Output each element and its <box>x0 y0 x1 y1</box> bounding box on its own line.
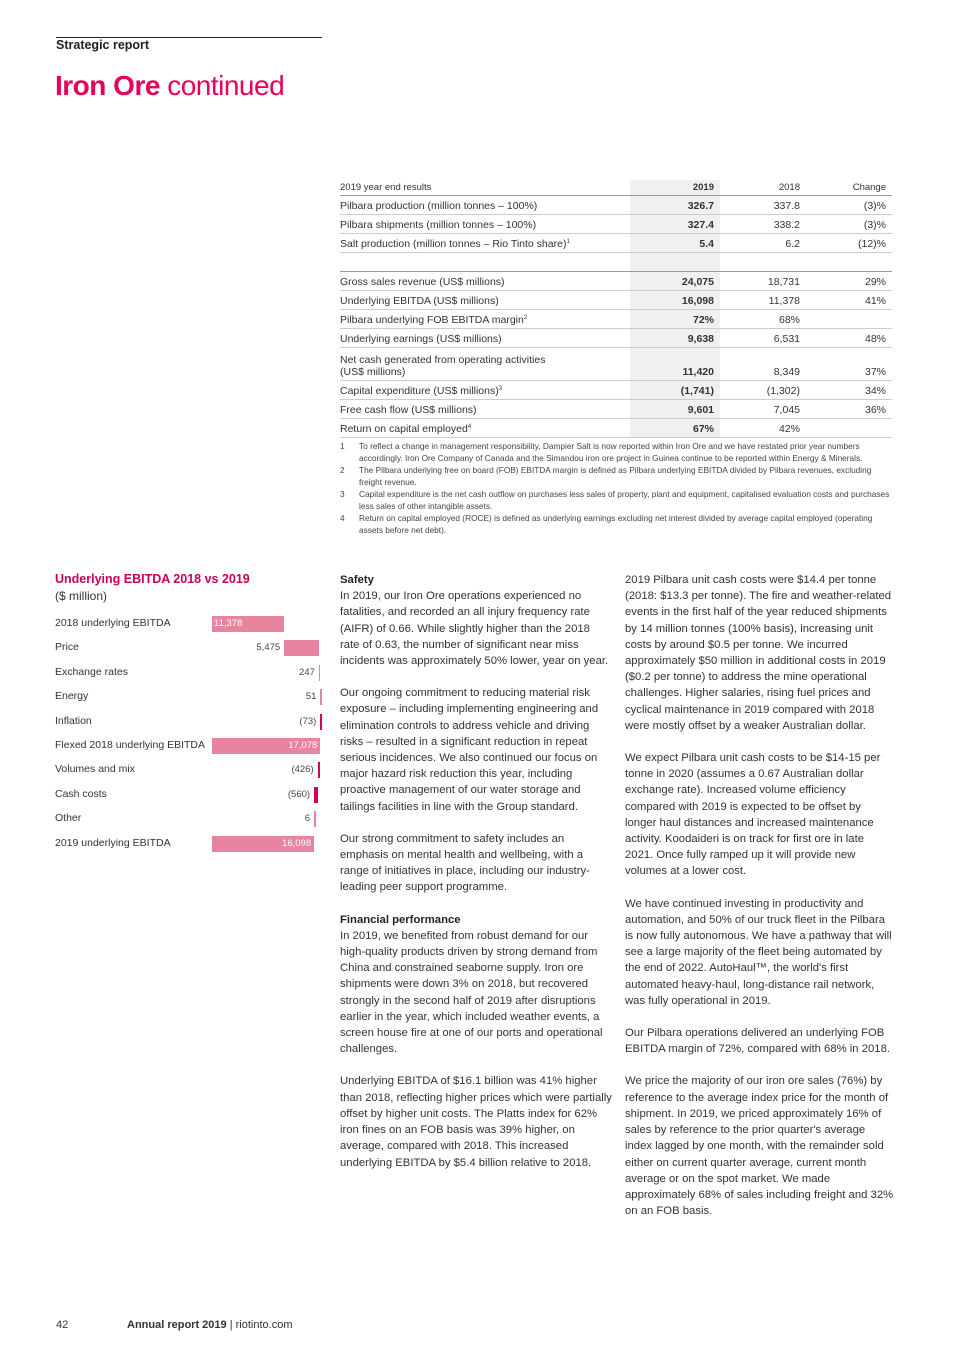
table-row <box>340 234 892 253</box>
chart-category-label: Flexed 2018 underlying EBITDA <box>55 739 205 751</box>
page-footer <box>56 1319 292 1331</box>
value-change: 34% <box>806 381 892 400</box>
row-label: Underlying EBITDA (US$ millions) <box>340 291 630 310</box>
footnote: 1 To reflect a change in management responsibility, Dampier Salt is now reported within Iron Ore and we have restated prior year numbers accordingly. Iron Ore Company of Canada and the Simandou iron ore project in Guinea continue to be reported within Energy & Minerals. <box>340 441 863 463</box>
value-change: 37% <box>806 348 892 381</box>
row-label: Capital expenditure (US$ millions)$^3$ <box>340 381 630 400</box>
chart-category-label: Cash costs <box>55 787 107 800</box>
chart-bar <box>318 762 321 778</box>
paragraph: We have continued investing in productivity and automation, and 50% of our truck fleet in the Pilbara is now fully autonomous. We have a pathway that will see a large majority of the fleet being automated by the end of 2022. AutoHaul™, the world's first automated heavy-haul, long-distance rail network, was fully operational in 2019. <box>625 897 892 1007</box>
value-2019: 11,420 <box>630 348 720 381</box>
header-2018: 2018 <box>720 180 806 196</box>
value-2019: 326.7 <box>630 196 720 215</box>
chart-bar <box>320 689 322 705</box>
chart-category-label: Volumes and mix <box>55 763 135 776</box>
value-2018: 338.2 <box>720 215 806 234</box>
chart-data-label: 16,098 <box>282 837 312 849</box>
header-2019: 2019 <box>630 180 720 196</box>
paragraph: Our Pilbara operations delivered an underlying FOB EBITDA margin of 72%, compared with 68% in 2018. <box>625 1027 890 1056</box>
value-2019: 5.4 <box>630 234 720 253</box>
table-row <box>340 348 892 381</box>
title-continued: continued <box>167 70 285 101</box>
chart-category-label: Price <box>55 641 79 654</box>
paragraph: We price the majority of our iron ore sales (76%) by reference to the average index price for the month of shipment. In 2019, we priced approximately 16% of sales by reference to the prior quarter's average index lagged by one month, with the remainder sold either on current quarter average, current month average or on the spot market. We made approximately 68% of sales including freight and 32% on an FOB basis. <box>625 1075 894 1218</box>
value-2018: 7,045 <box>720 400 806 419</box>
chart-category-label: Energy <box>55 690 89 703</box>
footer-link[interactable]: riotinto.com <box>235 1319 293 1331</box>
table-row <box>340 419 892 438</box>
value-2018: 8,349 <box>720 348 806 381</box>
chart-subtitle: ($ million) <box>55 589 108 603</box>
financial-heading: Financial performance <box>340 913 461 926</box>
row-label: Salt production (million tonnes – Rio Tinto share)$^1$ <box>340 234 630 253</box>
table-row <box>340 291 892 310</box>
value-change: 41% <box>806 291 892 310</box>
paragraph: 2019 Pilbara unit cash costs were $14.4 per tonne (2018: $13.3 per tonne). The fire and weather-related events in the first half of the year reduced shipments by 14 million tonnes (100% basis), increasing unit costs by around $0.5 per tonne. We incurred approximately $50 million in additional costs in 2019 ($0.2 per tonne) to address the mine operational challenges. Higher salaries, rising fuel prices and cyclical maintenance in 2019 compared with 2018 were mostly offset by a weaker Australian dollar. <box>625 574 892 732</box>
value-change: (12)% <box>806 234 892 253</box>
chart-bar <box>319 665 321 681</box>
table-header-row <box>340 180 892 196</box>
footnote: 4 Return on capital employed (ROCE) is defined as underlying earnings excluding net interest divided by average capital employed (operating assets before net debt). <box>340 513 873 535</box>
table-spacer-row <box>340 253 892 272</box>
table-row <box>340 310 892 329</box>
table-row <box>340 196 892 215</box>
value-2018: 18,731 <box>720 272 806 291</box>
chart-category-label: 2019 underlying EBITDA <box>55 836 171 849</box>
chart-bar <box>320 714 322 730</box>
chart-data-label: 11,378 <box>214 618 243 629</box>
value-2018: 11,378 <box>720 291 806 310</box>
chart-category-label: 2018 underlying EBITDA <box>55 617 171 629</box>
row-label: Return on capital employed$^4$ <box>340 419 630 438</box>
chart-data-label: (73) <box>299 715 317 727</box>
chart-category-label: Other <box>55 812 82 825</box>
section-title: Strategic report <box>56 38 150 52</box>
row-label: Gross sales revenue (US$ millions) <box>340 272 630 291</box>
chart-bar <box>284 640 319 656</box>
footnote: 2 The Pilbara underlying free on board (FOB) EBITDA margin is defined as Pilbara underlying EBITDA divided by Pilbara revenues, excluding freight revenue. <box>340 465 872 487</box>
value-2018: 6,531 <box>720 329 806 348</box>
row-label: Underlying earnings (US$ millions) <box>340 329 630 348</box>
header-change: Change <box>806 180 892 196</box>
page-title <box>55 70 284 102</box>
table-row <box>340 329 892 348</box>
chart-data-label: 6 <box>304 813 311 825</box>
table-row <box>340 272 892 291</box>
safety-heading: Safety <box>340 574 374 586</box>
table-footnotes <box>340 440 892 536</box>
chart-category-label: Inflation <box>55 714 92 727</box>
chart-data-label: 247 <box>299 666 315 678</box>
value-change <box>806 310 892 329</box>
value-2018: 42% <box>720 419 806 438</box>
results-table <box>340 180 892 438</box>
chart-category-label: Exchange rates <box>55 665 128 678</box>
value-change <box>806 419 892 438</box>
value-2019: (1,741) <box>630 381 720 400</box>
value-2019: 72% <box>630 310 720 329</box>
value-change: (3)% <box>806 196 892 215</box>
value-change: 29% <box>806 272 892 291</box>
table-row <box>340 381 892 400</box>
chart-data-label: 51 <box>305 691 317 703</box>
row-label: Pilbara underlying FOB EBITDA margin$^2$ <box>340 310 630 329</box>
value-2019: 24,075 <box>630 272 720 291</box>
body-column-1 <box>340 572 612 1187</box>
table-row <box>340 215 892 234</box>
value-2018: (1,302) <box>720 381 806 400</box>
row-label: Free cash flow (US$ millions) <box>340 400 630 419</box>
chart-data-label: (560) <box>287 788 311 800</box>
body-column-2 <box>625 572 895 1235</box>
value-2019: 16,098 <box>630 291 720 310</box>
page-number: 42 <box>56 1319 69 1331</box>
title-main: Iron Ore <box>55 70 160 101</box>
chart-data-label: (426) <box>291 764 314 776</box>
paragraph: In 2019, our Iron Ore operations experienced no fatalities, and recorded an all injury frequency rate (AIFR) of 0.66. While slightly higher than the 2018 rate of 0.63, the number of significant near miss incidents was approximately 50% lower, year on year. <box>340 590 609 668</box>
value-2019: 67% <box>630 419 720 438</box>
chart-data-label: 17,078 <box>288 740 318 751</box>
ebitda-waterfall-chart <box>55 615 325 860</box>
paragraph: Underlying EBITDA of $16.1 billion was 41% higher than 2018, reflecting higher prices which were partially offset by higher unit costs. The Platts index for 62% iron fines on an FOB basis was 39% higher, on average, compared with 2018. This increased underlying EBITDA by $5.4 billion relative to 2018. <box>340 1075 612 1169</box>
value-change: (3)% <box>806 215 892 234</box>
chart-bar <box>314 811 316 827</box>
paragraph: Our ongoing commitment to reducing material risk exposure – including implementing engineering and elimination controls to address vehicle and driving risks – resulted in a significant reduction in repeat serious incidences. We also continued our focus on major hazard risk reduction this year, including proactive management of our water storage and tailings facilities in line with the Group standard. <box>340 687 599 813</box>
footer-separator: | <box>226 1319 236 1331</box>
table-row <box>340 400 892 419</box>
row-label: Pilbara production (million tonnes – 100%) <box>340 196 630 215</box>
value-change: 48% <box>806 329 892 348</box>
section-label <box>56 37 322 52</box>
value-2018: 337.8 <box>720 196 806 215</box>
value-2019: 9,601 <box>630 400 720 419</box>
paragraph: In 2019, we benefited from robust demand for our high-quality products driven by strong demand from China and constrained seaborne supply. Iron ore shipments were down 3% on 2018, but recovered strongly in the second half of 2019 after disruptions earlier in the year, which included weather events, a screen house fire at one of our ports and operational challenges. <box>340 929 603 1056</box>
header-label: 2019 year end results <box>340 180 630 196</box>
value-2018: 68% <box>720 310 806 329</box>
chart-bar <box>314 787 318 803</box>
chart-data-label: 5,475 <box>256 642 281 654</box>
value-2019: 327.4 <box>630 215 720 234</box>
row-label: Net cash generated from operating activities (US$ millions) <box>340 348 630 381</box>
paragraph: Our strong commitment to safety includes an emphasis on mental health and wellbeing, with a range of initiatives in place, including our industry-leading peer support programme. <box>340 832 590 894</box>
paragraph: We expect Pilbara unit cash costs to be $14-15 per tonne in 2020 (assumes a 0.67 Australian dollar exchange rate). Increased volume efficiency compared with 2019 is expected to be offset by longer haul distances and increased maintenance activity. Koodaideri is on track for first ore in late 2021. Once fully ramped up it will provide new volumes at a lower cost. <box>625 752 881 878</box>
value-change: 36% <box>806 400 892 419</box>
footnote: 3 Capital expenditure is the net cash outflow on purchases less sales of property, plant and equipment, capitalised evaluation costs and purchases less sales of other intangible assets. <box>340 489 890 511</box>
value-2019: 9,638 <box>630 329 720 348</box>
value-2018: 6.2 <box>720 234 806 253</box>
row-label: Pilbara shipments (million tonnes – 100%) <box>340 215 630 234</box>
chart-title: Underlying EBITDA 2018 vs 2019 <box>55 572 250 586</box>
report-name: Annual report 2019 <box>127 1319 227 1331</box>
